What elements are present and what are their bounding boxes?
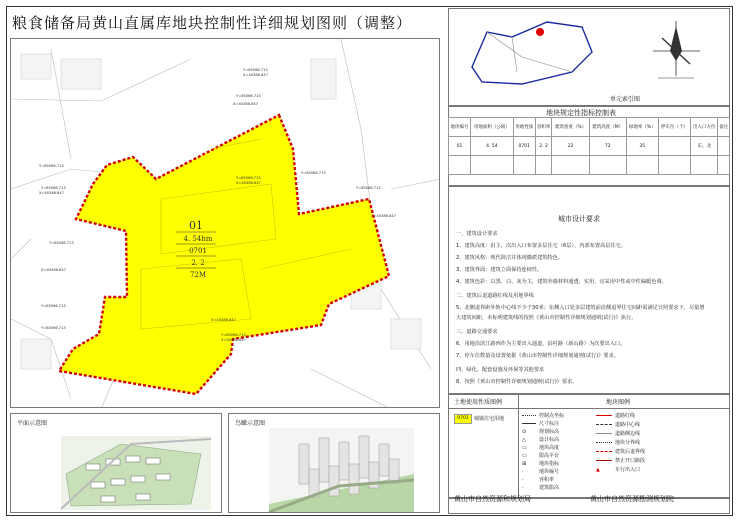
- legend-item: ▲ 车行出入口: [596, 466, 641, 473]
- table-cell: 4. 54: [470, 137, 513, 156]
- design-line: 一、建筑设计要求: [456, 231, 498, 237]
- coord-label: Y=85066.713: [41, 304, 66, 308]
- table-cell: 0701: [513, 137, 535, 156]
- right-panel: [448, 8, 730, 514]
- aerial-sketch: [229, 414, 440, 513]
- location-marker: [536, 28, 544, 36]
- design-line: 5、北侧退界距外轨中心线不少于30米；东侧入口处多层建筑前沿侧退界住宅间距需满足日照要求下，尽量增: [456, 305, 705, 311]
- control-table: [448, 117, 730, 175]
- coord-label: X=40386.847: [236, 181, 261, 185]
- table-cell: [658, 137, 690, 156]
- parcel-id: 01: [189, 219, 203, 232]
- coord-label: Y=85066.713: [236, 94, 261, 98]
- table-cell: 35: [626, 137, 658, 156]
- plan-label: 平面示意图: [17, 420, 48, 427]
- plan-thumbnail: [10, 413, 222, 513]
- legend-item: · 建筑限高: [522, 484, 560, 491]
- table-cell: 2. 2: [535, 137, 552, 156]
- design-line: 6、用地沿滨江路西作为主要出入通道，沿村路（新山路）为次要出入口。: [456, 341, 626, 347]
- coord-label: Y=85066.713: [301, 171, 326, 175]
- parcel-area: 4. 54hm: [183, 235, 213, 243]
- index-map: [452, 12, 652, 92]
- coord-label: X=40386.847: [233, 102, 258, 106]
- map-canvas: [11, 39, 440, 408]
- parcel-height: 72M: [189, 271, 207, 279]
- legend-item: ▭ 限高平台: [522, 452, 560, 459]
- legend-item: 道路中心线: [596, 421, 640, 428]
- parcel-far: 2. 2: [191, 259, 205, 267]
- design-line: 1、建筑高度：沿主、次出入口布置多层住宅（6层），内部布置高层住宅。: [456, 243, 627, 249]
- coord-label: Y=85066.713: [49, 241, 74, 245]
- table-cell: 01: [449, 137, 471, 156]
- plan-sketch: [11, 414, 222, 513]
- design-line: 二、建筑后退道路红线及用地界线: [456, 293, 534, 299]
- table-header: 用地性质: [513, 118, 535, 137]
- design-line: 四、绿化、配套设施及环保等其他要求: [456, 367, 545, 373]
- footer-left: 黄山市自然资源和规划局: [454, 495, 531, 503]
- coord-label: Y=85066.713: [41, 186, 66, 190]
- control-table-title: 地块规定性指标控制表: [546, 109, 616, 117]
- table-header: 出入口方位: [691, 118, 718, 137]
- table-cell: 东、北: [691, 137, 718, 156]
- legend-panel: [448, 394, 730, 498]
- table-cell: [718, 137, 730, 156]
- legend-item: ⊞ 地块指标: [522, 460, 560, 467]
- plot-legend-title: 地块图例: [606, 399, 631, 406]
- coord-label: X=40386.847: [39, 191, 64, 195]
- legend-item: 禁止开口路段: [596, 457, 645, 464]
- design-title: 城市设计要求: [558, 215, 600, 223]
- legend-item: · 容积率: [522, 476, 555, 483]
- legend-item: 道路红线: [596, 412, 635, 419]
- design-line: 三、道路交通要求: [456, 329, 498, 335]
- table-cell: 72: [589, 137, 626, 156]
- legend-item: △ 设计标高: [522, 436, 560, 443]
- coord-label: X=40386.847: [41, 268, 66, 272]
- aerial-thumbnail: [228, 413, 440, 513]
- table-cell: 22: [552, 137, 589, 156]
- table-header: 用地面积（公顷）: [470, 118, 513, 137]
- table-header: 地块编号: [449, 118, 471, 137]
- footer-right: 黄山市自然资源勘测规划院: [590, 495, 674, 503]
- design-line: 大建筑间距，未标明建筑线的按照《黄山市控制性详细规划通则(试行)》执行。: [456, 315, 637, 321]
- coord-label: X=40386.847: [211, 318, 236, 322]
- coord-label: X=40386.847: [371, 214, 396, 218]
- table-header: 建筑密度（%）: [552, 118, 589, 137]
- table-header: 停车位（个）: [658, 118, 690, 137]
- table-header: 备注: [718, 118, 730, 137]
- table-header-row: [449, 118, 730, 137]
- index-map-label: 单元索引图: [610, 96, 641, 103]
- legend-item: 尺寸标注: [522, 420, 559, 427]
- table-row: [449, 137, 730, 156]
- design-line: 3、建筑界面：建筑立面保持连续性。: [456, 267, 543, 273]
- north-arrow: [648, 16, 708, 86]
- design-line: 8、按照《黄山市控制性详细规划通则(试行)》要求。: [456, 379, 578, 385]
- coord-label: X=40386.847: [243, 73, 268, 77]
- aerial-label: 鸟瞰示意图: [235, 420, 266, 427]
- coord-label: Y=85066.713: [41, 326, 66, 330]
- legend-item: ⊙ 规划标高: [522, 428, 560, 435]
- coord-label: Y=85066.713: [243, 68, 268, 72]
- landuse-name: 城镇住宅用地: [474, 416, 505, 422]
- design-line: 4、建筑色彩：以黑、白、灰为主，建筑外墙材料通透、实用、宜采用中性或中性偏暖色调。: [456, 279, 667, 285]
- legend-item: 道路侧边线: [596, 430, 640, 437]
- coord-label: X=40386.847: [221, 338, 246, 342]
- coord-label: Y=85066.713: [356, 186, 381, 190]
- legend-item: 控制点坐标: [522, 412, 564, 419]
- parcel-land-code: 0701: [189, 247, 207, 255]
- coord-label: Y=85066.713: [39, 164, 64, 168]
- main-map: [10, 38, 440, 408]
- coord-label: Y=85066.713: [236, 176, 261, 180]
- landuse-legend-title: 土地使用性质图例: [454, 399, 503, 406]
- legend-item: · 地块编号: [522, 468, 560, 475]
- parcel-01-area: [59, 115, 389, 394]
- page-title: 粮食储备局黄山直属库地块控制性详细规划图则（调整）: [12, 14, 413, 32]
- design-line: 7、停车位数量及设置依据《黄山市控制性详细规划通则(试行)》要求。: [456, 353, 619, 359]
- design-line: 2、建筑风格：现代简洁并体现徽派建筑特色。: [456, 255, 564, 261]
- legend-item: 地块分界线: [596, 439, 640, 446]
- legend-item: ▭ 地块高度: [522, 444, 560, 451]
- table-header: 容积率: [535, 118, 552, 137]
- coord-label: Y=85066.713: [221, 333, 246, 337]
- landuse-swatch: 0701: [454, 414, 472, 424]
- legend-item: 建筑后退界线: [596, 448, 645, 455]
- table-header: 绿地率（%）: [626, 118, 658, 137]
- table-header: 建筑高度（M）: [589, 118, 626, 137]
